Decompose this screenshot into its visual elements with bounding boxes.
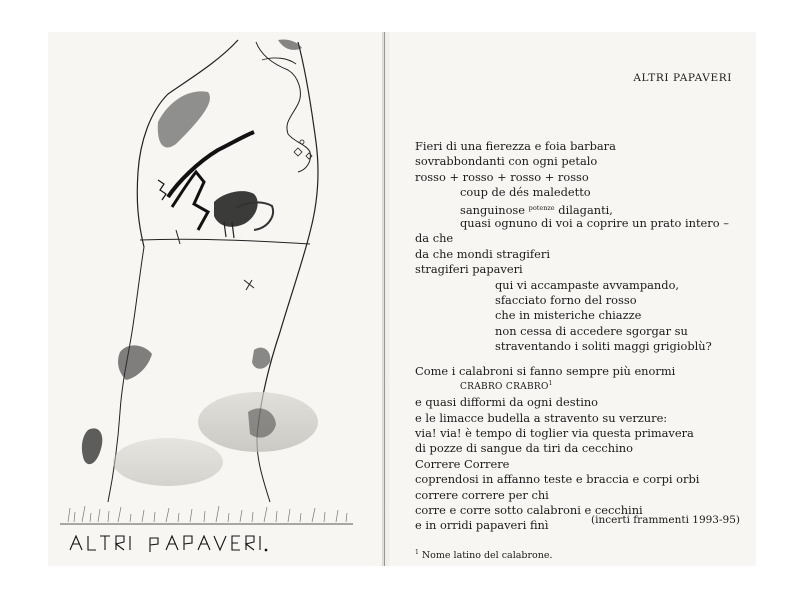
poem-line [415,380,755,395]
poem-line: da che mondi stragiferi [415,246,550,261]
left-page [48,32,382,566]
poem-word: CRABRO CRABRO [460,381,549,392]
poem-line: che in misteriche chiazze [495,308,642,323]
poem-line: straventando i soliti maggi grigioblù? [495,339,712,354]
poem-line: di pozze di sangue da tiri da cecchino [415,441,633,456]
poem-word: sanguinose [460,202,526,217]
poem-line: non cessa di accedere sgorgar su [495,323,688,338]
poem-word: dilaganti, [558,202,613,217]
poem-title: ALTRI PAPAVERI [633,72,732,84]
poem-line: corre e corre sotto calabroni e cecchini [415,502,643,517]
poem-line: da che [415,231,454,246]
poem-line: quasi ognuno di voi a coprire un prato intero – [460,215,729,230]
poem-body [415,139,755,534]
poem-line: e le limacce budella a stravento su verzure: [415,410,668,425]
poem-line: e quasi difformi da ogni destino [415,395,599,410]
book-spread [48,32,756,566]
poem-line: correre correre per chi [415,487,549,502]
gutter-line [384,32,385,566]
poem-line: coup de dés maledetto [460,185,591,200]
footnote [415,550,553,561]
poem-line: Come i calabroni si fanno sempre più enormi [415,364,676,379]
right-page [390,32,756,566]
poem-line: via! via! è tempo di toglier via questa primavera [415,426,694,441]
poem-line: coprendosi in affanno teste e braccia e corpi orbi [415,472,700,487]
poem-line [415,201,755,216]
poem-line: e in orridi papaveri finì [415,518,549,533]
poem-line: qui vi accampaste avvampando, [495,277,680,292]
date-note: (incerti frammenti 1993-95) [591,514,740,526]
footnote-text: Nome latino del calabrone. [421,550,553,561]
poppy-drawing-illustration [48,32,382,566]
poem-line: rosso + rosso + rosso + rosso [415,169,589,184]
stanza-gap [415,354,755,364]
poem-line: Fieri di una fierezza e foia barbara [415,139,616,153]
footnote-mark: 1 [415,549,419,556]
poem-line: sfacciato forno del rosso [495,292,637,307]
poem-line: stragiferi papaveri [415,262,523,277]
poem-line: sovrabbondanti con ogni petalo [415,154,598,169]
superscript-word: potenze [528,203,555,212]
poem-line: Correre Correre [415,456,510,471]
footnote-ref: 1 [548,379,553,387]
